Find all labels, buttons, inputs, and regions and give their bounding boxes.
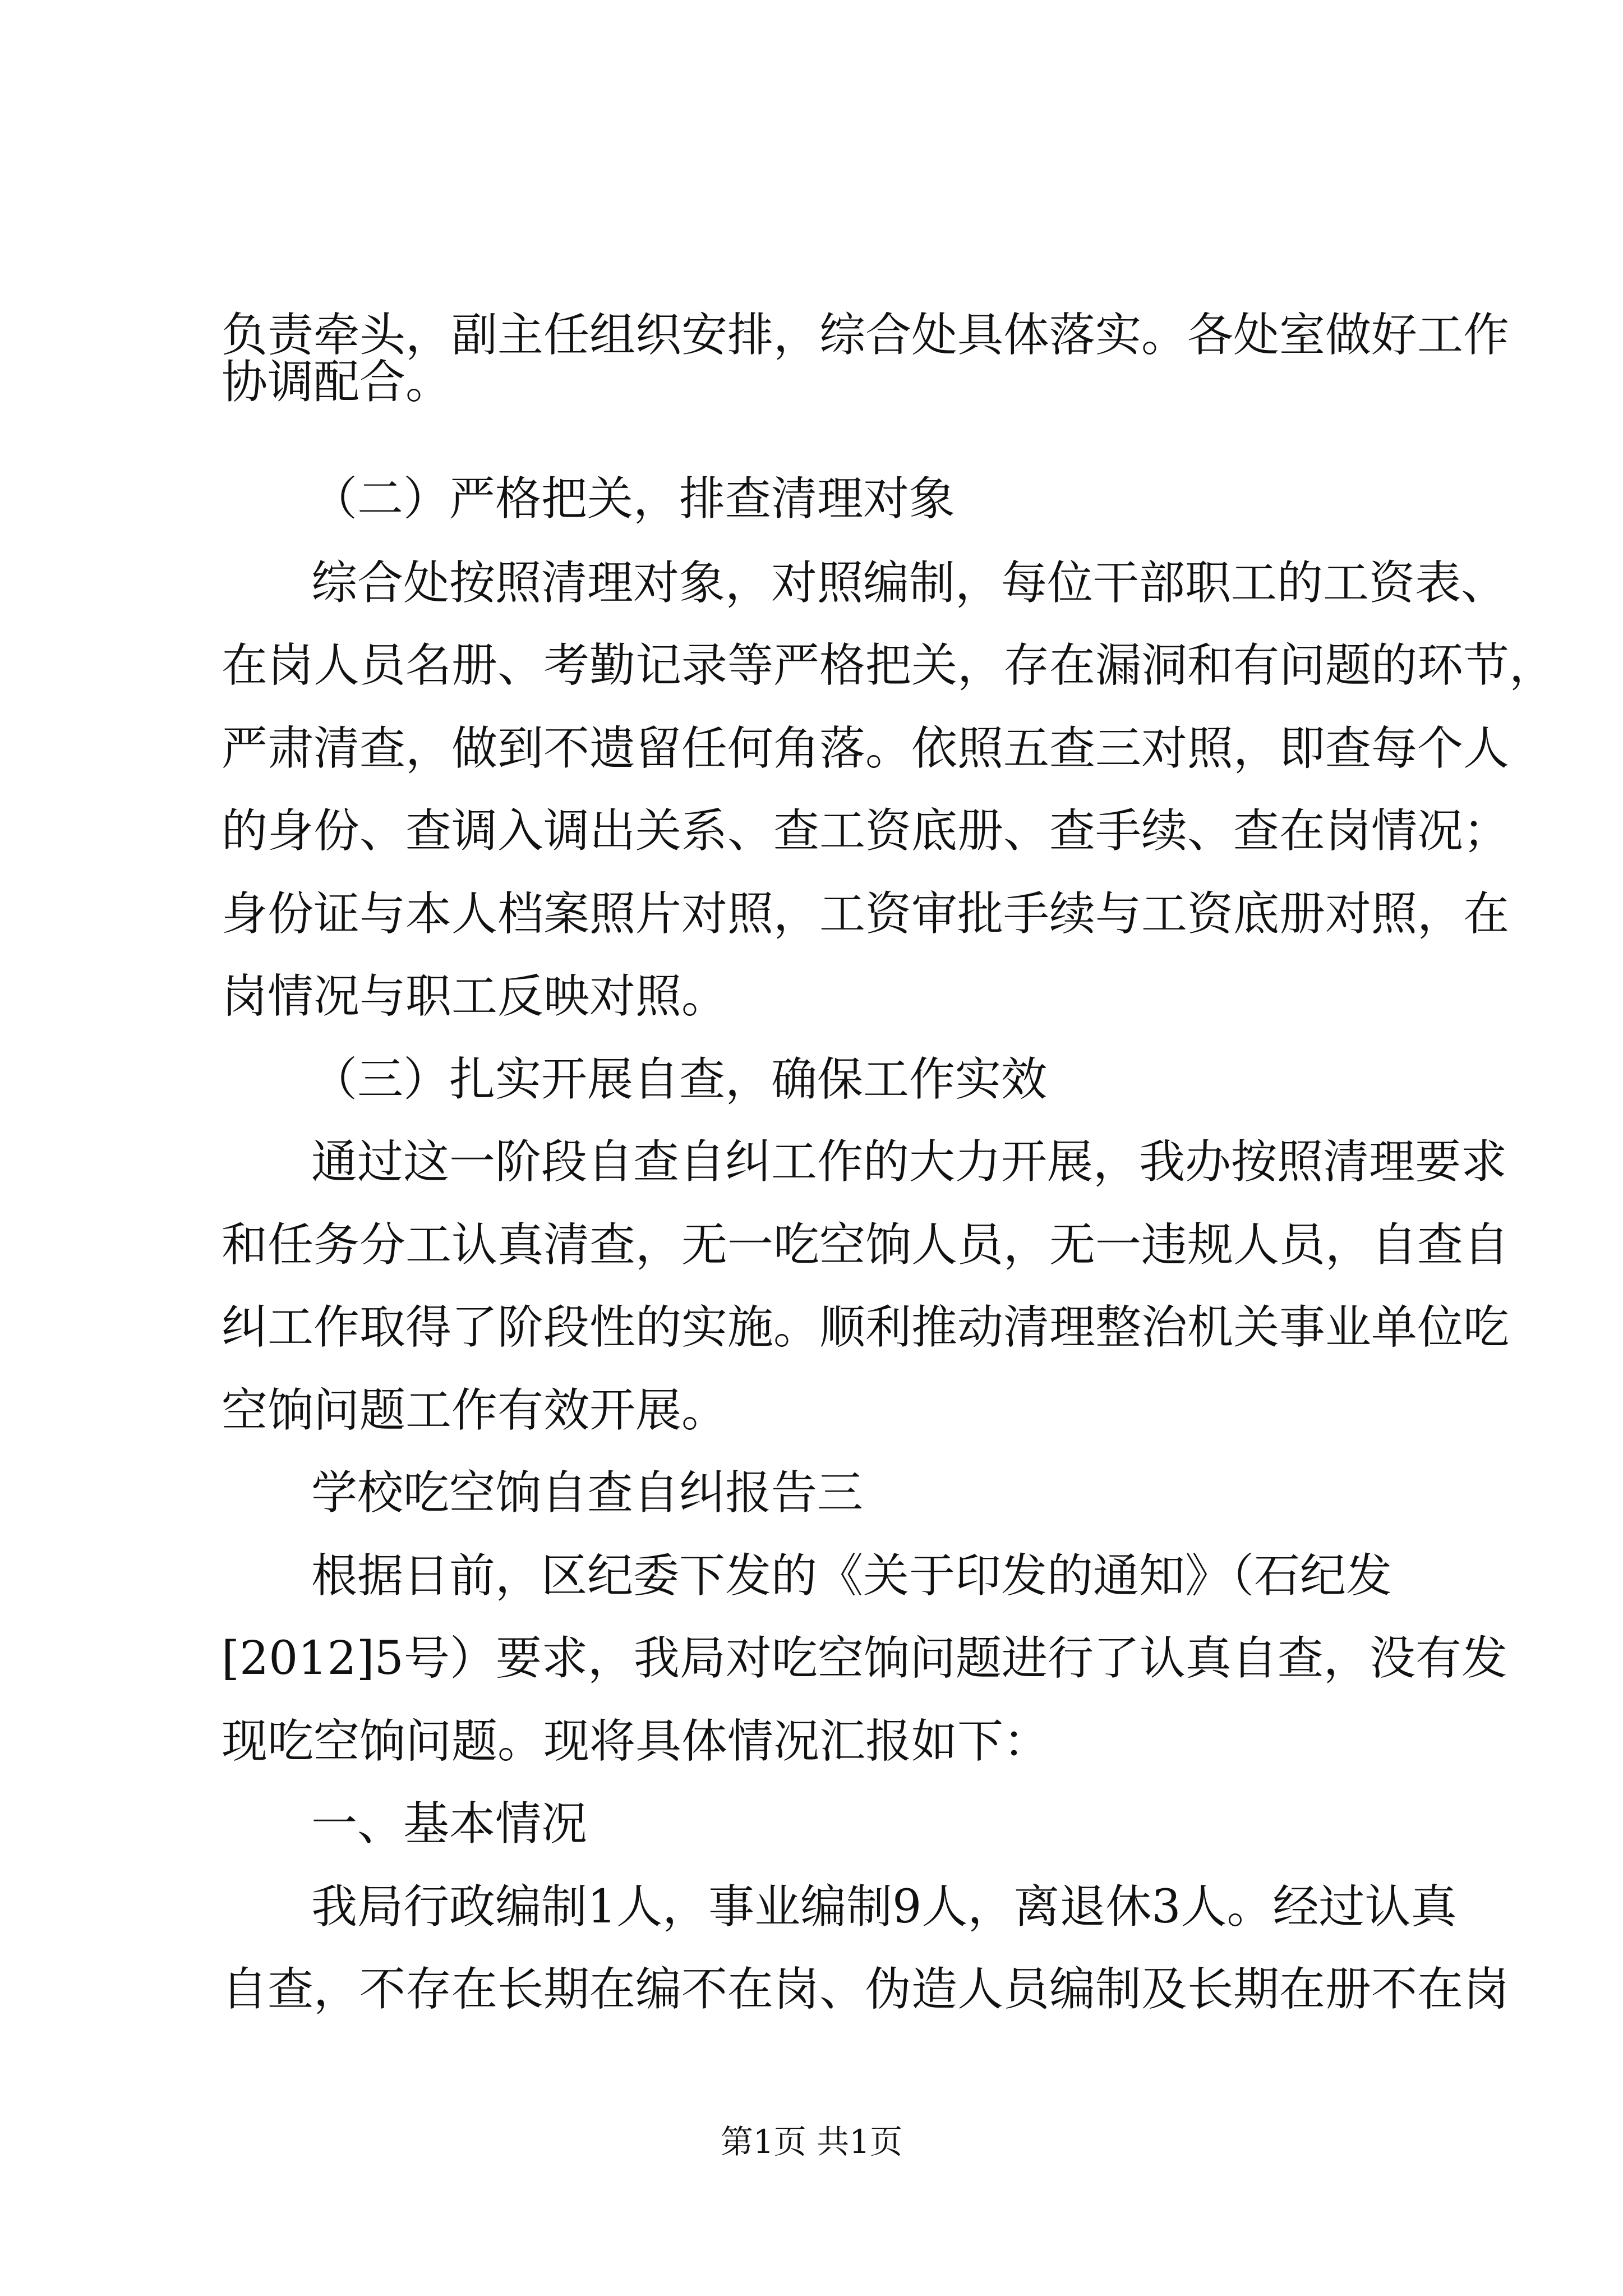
- body-line-12: 和任务分工认真清查，无一吃空饷人员，无一违规人员，自查自: [222, 1218, 1510, 1272]
- body-line-1: 负责牵头，副主任组织安排，综合处具体落实。各处室做好工作: [222, 309, 1510, 362]
- section-heading-2: （二）严格把关，排查清理对象: [311, 472, 956, 526]
- body-line-16: 根据日前，区纪委下发的《关于印发的通知》（石纪发: [311, 1549, 1393, 1603]
- section-heading-3: （三）扎实开展自查，确保工作实效: [311, 1053, 1048, 1106]
- body-line-13: 纠工作取得了阶段性的实施。顺利推动清理整治机关事业单位吃: [222, 1301, 1510, 1354]
- section-heading-basic: 一、基本情况: [311, 1797, 588, 1851]
- body-line-6: 严肃清查，做到不遗留任何角落。依照五查三对照，即查每个人: [222, 722, 1510, 775]
- body-line-8: 身份证与本人档案照片对照，工资审批手续与工资底册对照，在: [222, 887, 1510, 941]
- body-line-7: 的身份、查调入调出关系、查工资底册、查手续、查在岗情况；: [222, 804, 1510, 858]
- body-line-20: 我局行政编制1人，事业编制9人，离退休3人。经过认真: [311, 1880, 1457, 1934]
- body-line-21: 自查，不存在长期在编不在岗、伪造人员编制及长期在册不在岗: [222, 1963, 1510, 2016]
- report-title: 学校吃空饷自查自纠报告三: [311, 1466, 864, 1520]
- body-line-5: 在岗人员名册、考勤记录等严格把关，存在漏洞和有问题的环节，: [222, 639, 1556, 692]
- body-line-17: [2012]5号）要求，我局对吃空饷问题进行了认真自查，没有发: [222, 1632, 1507, 1685]
- body-line-11: 通过这一阶段自查自纠工作的大力开展，我办按照清理要求: [311, 1135, 1507, 1189]
- body-line-9: 岗情况与职工反映对照。: [222, 970, 728, 1023]
- body-line-18: 现吃空饷问题。现将具体情况汇报如下：: [222, 1715, 1050, 1768]
- body-line-14: 空饷问题工作有效开展。: [222, 1384, 728, 1437]
- body-line-2: 协调配合。: [222, 356, 452, 409]
- page-footer: 第1页 共1页: [720, 2123, 903, 2161]
- body-line-4: 综合处按照清理对象，对照编制，每位干部职工的工资表、: [311, 556, 1507, 610]
